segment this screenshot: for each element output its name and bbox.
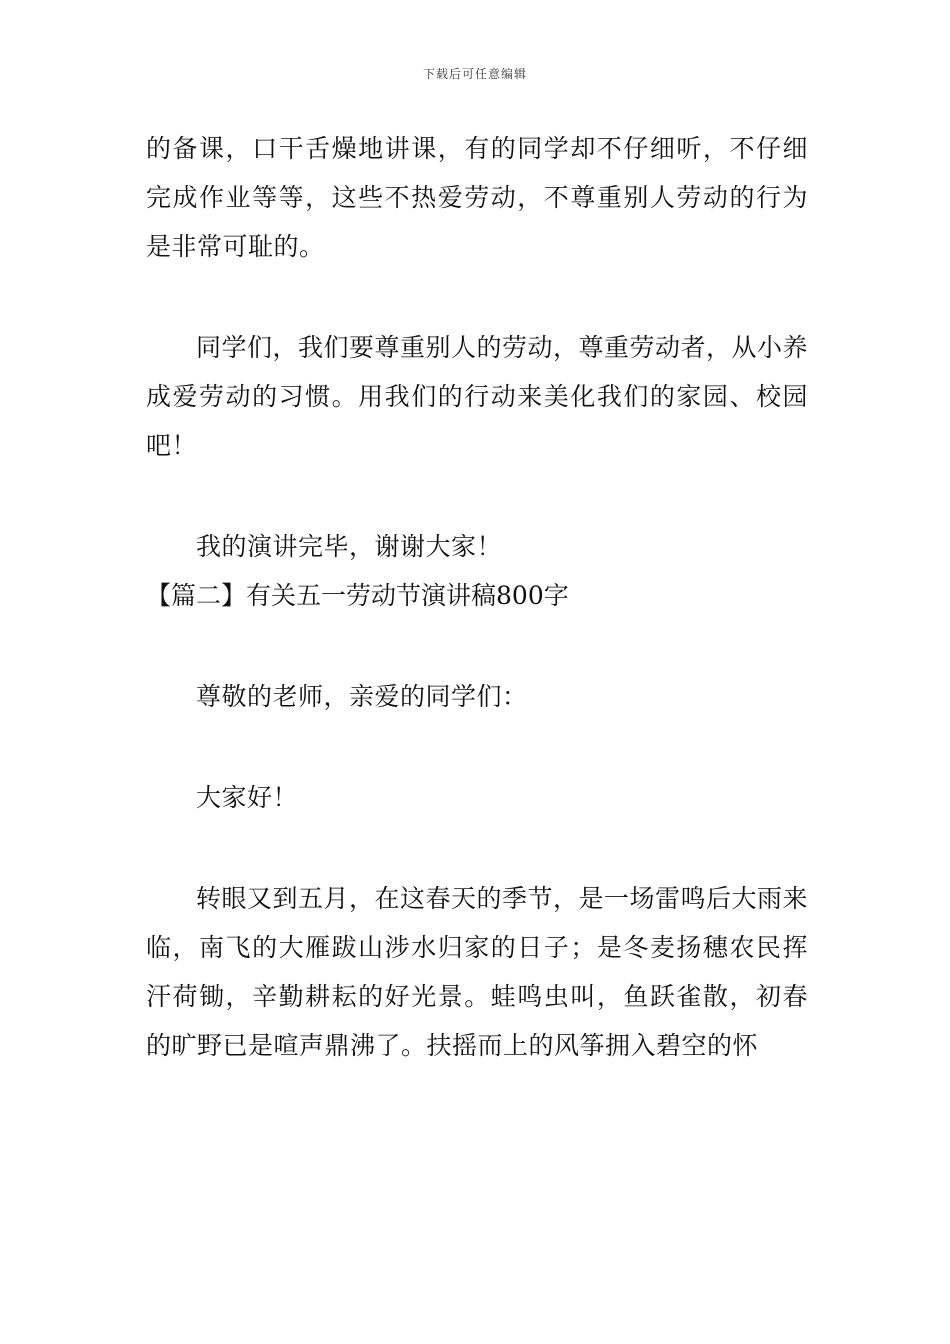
header-note: 下载后可任意编辑	[422, 67, 527, 81]
paragraph-closing: 我的演讲完毕，谢谢大家！	[196, 532, 503, 561]
paragraph-may-spring: 转眼又到五月，在这春天的季节，是一场雷鸣后大雨来临，南飞的大雁跋山涉水归家的日子；是冬麦扬穗农民挥汗荷锄，辛勤耕耘的好光景。蛙鸣虫叫，鱼跃雀散，初春的旷野已是喧声鼎沸了。扶摇而上的风筝拥入碧空的怀	[146, 884, 809, 1060]
paragraph-continuation: 的备课，口干舌燥地讲课，有的同学却不仔细听，不仔细完成作业等等，这些不热爱劳动，不尊重别人劳动的行为是非常可耻的。	[146, 134, 808, 261]
document-body	[146, 124, 808, 1070]
paragraph-greeting: 大家好！	[196, 783, 299, 812]
paragraph-salutation: 尊敬的老师，亲爱的同学们：	[196, 682, 528, 711]
section-heading: 【篇二】有关五一劳动节演讲稿800字	[146, 581, 569, 610]
paragraph-respect-labor: 同学们，我们要尊重别人的劳动，尊重劳动者，从小养成爱劳动的习惯。用我们的行动来美化我们的家园、校园吧！	[146, 333, 809, 460]
